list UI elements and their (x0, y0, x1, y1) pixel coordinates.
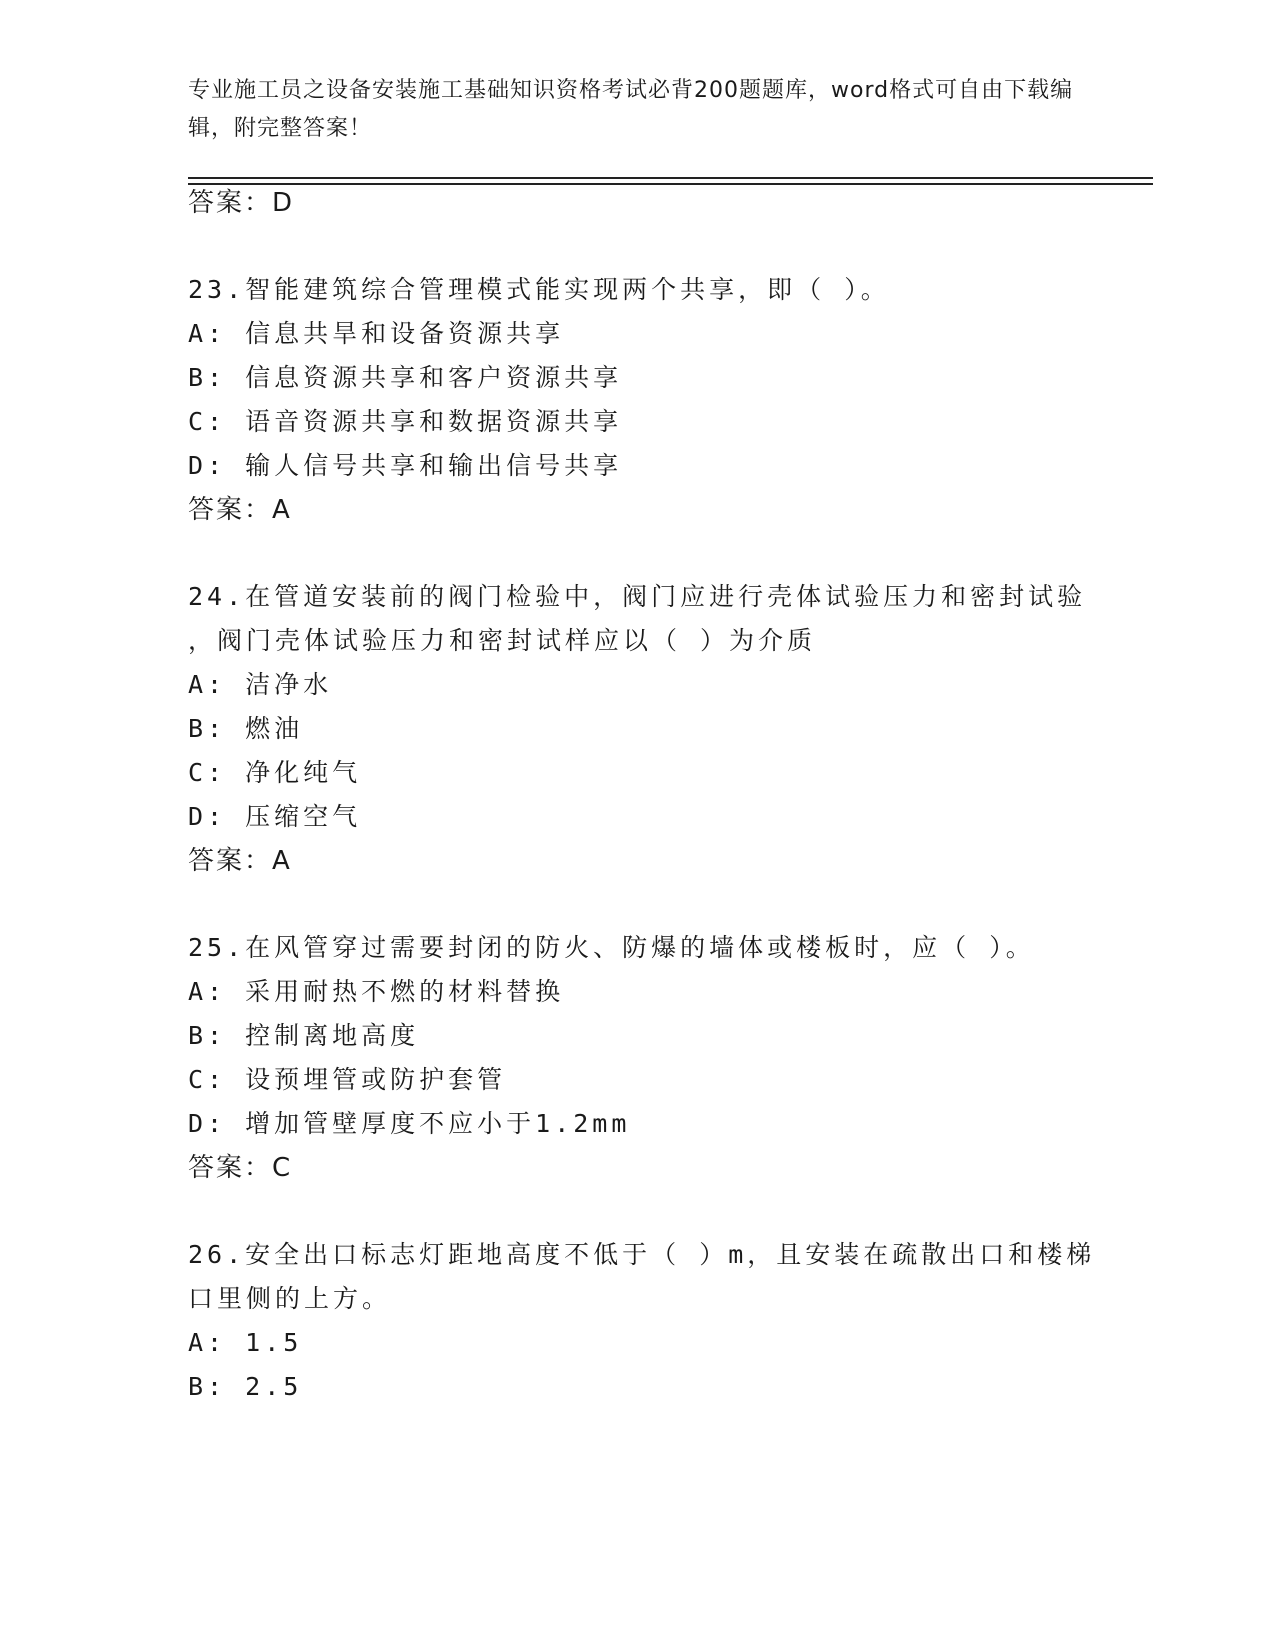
header-divider (188, 177, 1153, 179)
option-c: C: 设预埋管或防护套管 (188, 1065, 507, 1094)
option-c: C: 语音资源共享和数据资源共享 (188, 407, 623, 436)
question-stem: 23.智能建筑综合管理模式能实现两个共享，即（ ）。 (188, 275, 890, 304)
question-stem: 25.在风管穿过需要封闭的防火、防爆的墙体或楼板时，应（ ）。 (188, 933, 1035, 962)
option-a: A: 信息共旱和设备资源共享 (188, 319, 565, 348)
option-b: B: 控制离地高度 (188, 1021, 420, 1050)
answer-line: 答案：A (188, 846, 292, 876)
option-d: D: 压缩空气 (188, 802, 362, 831)
question-stem-continued: ，阀门壳体试验压力和密封试样应以（ ）为介质 (188, 626, 817, 655)
question-stem: 24.在管道安装前的阀门检验中，阀门应进行壳体试验压力和密封试验 (188, 582, 1087, 611)
question-stem-continued: 口里侧的上方。 (188, 1284, 392, 1313)
answer-line: 答案：D (188, 188, 295, 218)
option-a: A: 1.5 (188, 1328, 303, 1357)
document-header: 专业施工员之设备安装施工基础知识资格考试必背200题题库，word格式可自由下载编辑，附完整答案！ (188, 78, 1074, 141)
option-a: A: 采用耐热不燃的材料替换 (188, 977, 565, 1006)
answer-line: 答案：A (188, 495, 292, 525)
answer-line: 答案：C (188, 1153, 293, 1183)
option-a: A: 洁净水 (188, 670, 333, 699)
option-b: B: 信息资源共享和客户资源共享 (188, 363, 623, 392)
option-b: B: 2.5 (188, 1372, 303, 1401)
option-d: D: 输人信号共享和输出信号共享 (188, 451, 623, 480)
question-stem: 26.安全出口标志灯距地高度不低于（ ）m，且安装在疏散出口和楼梯 (188, 1240, 1096, 1269)
header-divider-double (188, 183, 1153, 185)
option-c: C: 净化纯气 (188, 758, 362, 787)
option-b: B: 燃油 (188, 714, 304, 743)
option-d: D: 增加管壁厚度不应小于1.2mm (188, 1109, 631, 1138)
